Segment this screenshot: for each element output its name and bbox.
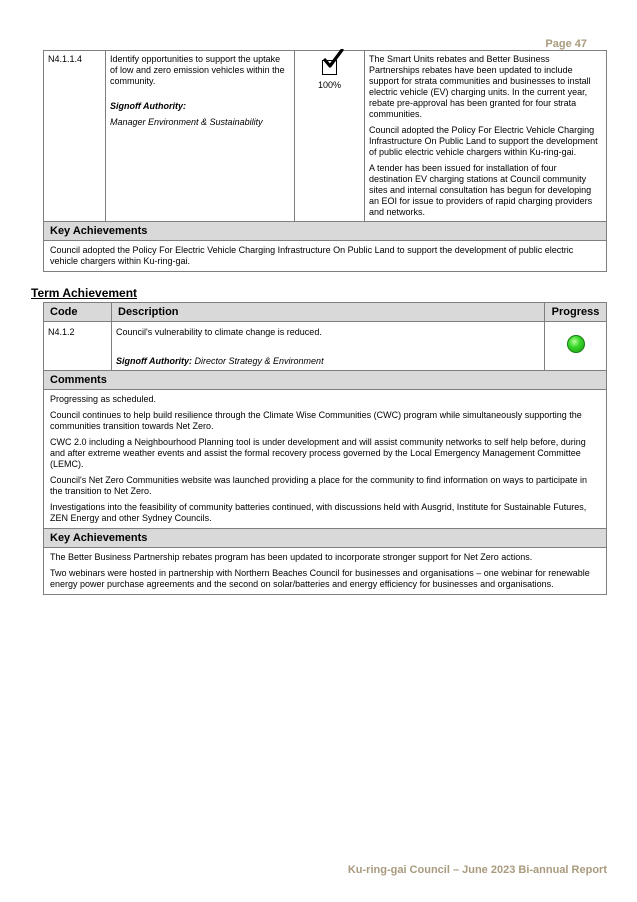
signoff-value: Manager Environment & Sustainability bbox=[110, 117, 263, 127]
column-header-code: Code bbox=[44, 303, 112, 322]
term-description-cell bbox=[112, 322, 545, 371]
comment-paragraph: Council adopted the Policy For Electric Vehicle Charging Infrastructure On Public Land to support the development of public electric vehicle chargers within Ku-ring-gai. bbox=[369, 125, 598, 157]
column-header-progress: Progress bbox=[545, 303, 607, 322]
action-table bbox=[43, 50, 607, 272]
comments-header: Comments bbox=[44, 371, 607, 390]
completion-percent: 100% bbox=[317, 80, 342, 90]
term-signoff bbox=[116, 356, 540, 367]
comments-body bbox=[44, 390, 607, 529]
comment-paragraph: Council continues to help build resilience through the Climate Wise Communities (CWC) program while simultaneously supporting the communities transition towards Net Zero. bbox=[50, 410, 582, 431]
action-description: Identify opportunities to support the uptake of low and zero emission vehicles within the community. bbox=[110, 54, 285, 86]
column-header-description: Description bbox=[112, 303, 545, 322]
key-achievements-body bbox=[44, 548, 607, 595]
action-code: N4.1.1.4 bbox=[44, 51, 106, 222]
section-title: Term Achievement bbox=[31, 286, 138, 300]
term-code: N4.1.2 bbox=[44, 322, 112, 371]
signoff-label: Signoff Authority: bbox=[110, 101, 186, 111]
key-achievements-text: Council adopted the Policy For Electric Vehicle Charging Infrastructure On Public Land to support the development of public electric vehicle chargers within Ku-ring-gai. bbox=[44, 241, 607, 272]
page-number: Page 47 bbox=[545, 38, 587, 50]
key-achievements-header: Key Achievements bbox=[44, 222, 607, 241]
status-green-icon bbox=[567, 335, 585, 353]
signoff-value: Director Strategy & Environment bbox=[194, 356, 324, 366]
achievement-paragraph: The Better Business Partnership rebates program has been updated to incorporate stronger support for Net Zero actions. bbox=[50, 552, 533, 562]
completion-cell bbox=[295, 51, 365, 222]
footer-report-title: Ku-ring-gai Council – June 2023 Bi-annual Report bbox=[347, 864, 607, 876]
action-description-cell bbox=[106, 51, 295, 222]
comment-paragraph: A tender has been issued for installation of four destination EV charging stations at Council community sites and internal consultation has begun for developing an EOI for issue to providers of rapid charging providers and networks. bbox=[369, 163, 593, 217]
comment-paragraph: Council's Net Zero Communities website was launched providing a place for the community to find information on ways to participate in the transition to Net Zero. bbox=[50, 475, 587, 496]
term-description: Council's vulnerability to climate change is reduced. bbox=[116, 327, 322, 337]
key-achievements-header: Key Achievements bbox=[44, 529, 607, 548]
action-comments bbox=[365, 51, 607, 222]
comment-paragraph: Progressing as scheduled. bbox=[50, 394, 157, 404]
comment-paragraph: The Smart Units rebates and Better Business Partnerships rebates have been updated to include support for strata communities and businesses to install electric vehicle (EV) charging units. In the current year, rebate pre-approval has been granted for four strata communities. bbox=[369, 54, 591, 119]
progress-cell bbox=[545, 322, 607, 371]
comment-paragraph: Investigations into the feasibility of community batteries continued, with discussions held with Ausgrid, Institute for Sustainable Futures, ZEN Energy and other Sydney Councils. bbox=[50, 502, 587, 523]
checkbox-checked-icon bbox=[322, 60, 337, 75]
comment-paragraph: CWC 2.0 including a Neighbourhood Planning tool is under development and will assist community networks to self help before, during and after extreme weather events and assist the formal recovery process governed by the Local Emergency Management Committee (LEMC). bbox=[50, 437, 586, 469]
table-row bbox=[44, 51, 607, 222]
term-table bbox=[43, 302, 607, 595]
achievement-paragraph: Two webinars were hosted in partnership with Northern Beaches Council for businesses and organisations – one webinar for renewable energy power purchase agreements and the second on solar/batteries and energy efficiency for businesses and organisations. bbox=[50, 568, 590, 589]
signoff-label: Signoff Authority: bbox=[116, 356, 192, 366]
table-row bbox=[44, 322, 607, 371]
